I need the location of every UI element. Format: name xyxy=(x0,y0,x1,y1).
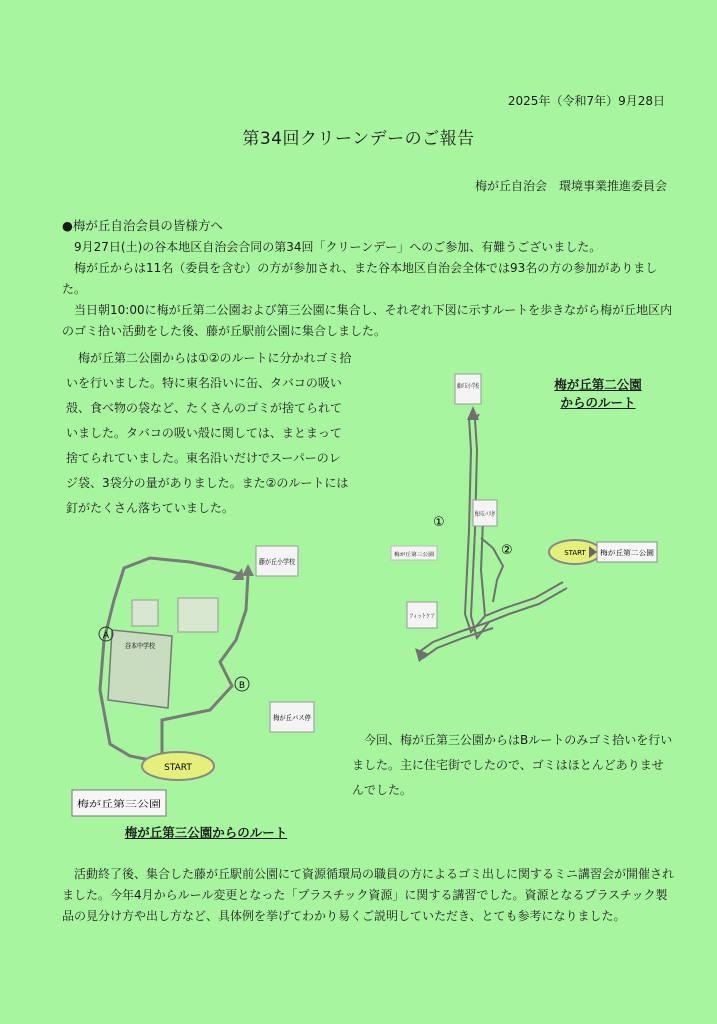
map2-fit-label: フィットケア xyxy=(409,613,435,620)
map2-bus-label: 梅が丘バス停 xyxy=(475,511,512,518)
map3-building-2 xyxy=(178,598,218,632)
map2-park3-label: 梅が丘第三公園 xyxy=(394,552,430,558)
map3-start-label: START xyxy=(164,763,192,773)
map-park2-caption-line1: 梅が丘第二公園 xyxy=(554,377,642,392)
map3-park3-label: 梅が丘第三公園 xyxy=(77,800,141,810)
organization-name: 梅が丘自治会 環境事業推進委員会 xyxy=(474,179,667,193)
route-1-number: ① xyxy=(433,515,445,530)
map2-park2-label: 梅が丘第二公園 xyxy=(600,549,649,557)
page-title: 第34回クリーンデーのご報告 xyxy=(242,129,475,149)
map-park2-routes xyxy=(385,370,670,670)
paragraph-participants: 梅が丘からは11名（委員を含む）の方が参加され、また谷本地区自治会全体では93名の方の参加がありました。 xyxy=(62,261,658,296)
map-park2-caption-line2: からのルート xyxy=(560,395,636,410)
paragraph-schedule: 当日朝10:00に梅が丘第二公園および第三公園に集合し、それぞれ下図に示すルートを歩きながら梅が丘地区内のゴミ拾い活動をした後、藤が丘駅前公園に集合しました。 xyxy=(62,303,673,338)
map2-school-label: 藤が丘小学校 xyxy=(457,383,494,390)
park2-report-text: 梅が丘第二公園からは①②のルートに分かれゴミ拾いを行いました。特に東名沿いに缶、タバコの吸い殻、食べ物の袋など、たくさんのゴミが捨てられていました。タバコの吸い殻に関しては、まとまって捨てられていました。東名沿いだけでスーパーのレジ袋、3袋分の量がありました。また②のルートには釘がたくさん落ちていました。 xyxy=(66,351,352,515)
map3-junior-label: 谷本中学校 xyxy=(125,642,160,650)
paragraph-thanks: 9月27日(土)の谷本地区自治会合同の第34回「クリーンデー」へのご参加、有難うございました。 xyxy=(74,240,602,254)
closing-paragraph: 活動終了後、集合した藤が丘駅前公園にて資源循環局の職員の方によるゴミ出しに関するミニ講習会が開催されました。今年4月からルール変更となった「プラスチック資源」に関する講習でした。資源となるプラスチック製品の見分け方や出し方など、具体例を挙げてわかり易くご説明していただき、とても参考になりました。 xyxy=(62,867,675,923)
park3-report-text: 今回、梅が丘第三公園からはBルートのみゴミ拾いを行いました。主に住宅街でしたので、ゴミはほとんどありませんでした。 xyxy=(352,733,673,797)
salutation: ●梅が丘自治会員の皆様方へ xyxy=(62,218,223,233)
map-park3-caption: 梅が丘第三公園からのルート xyxy=(124,825,288,840)
route-2-number: ② xyxy=(501,543,513,558)
route-b-label: B xyxy=(238,681,246,691)
map3-building-1 xyxy=(132,600,158,626)
map3-bus-label: 梅が丘バス停 xyxy=(273,714,315,722)
map2-start-label: START xyxy=(564,549,586,557)
report-date: 2025年（令和7年）9月28日 xyxy=(507,94,665,108)
map3-school-label: 藤が丘小学校 xyxy=(259,558,301,566)
map-park3-routes xyxy=(70,540,335,820)
route-a-label: A xyxy=(102,631,110,641)
